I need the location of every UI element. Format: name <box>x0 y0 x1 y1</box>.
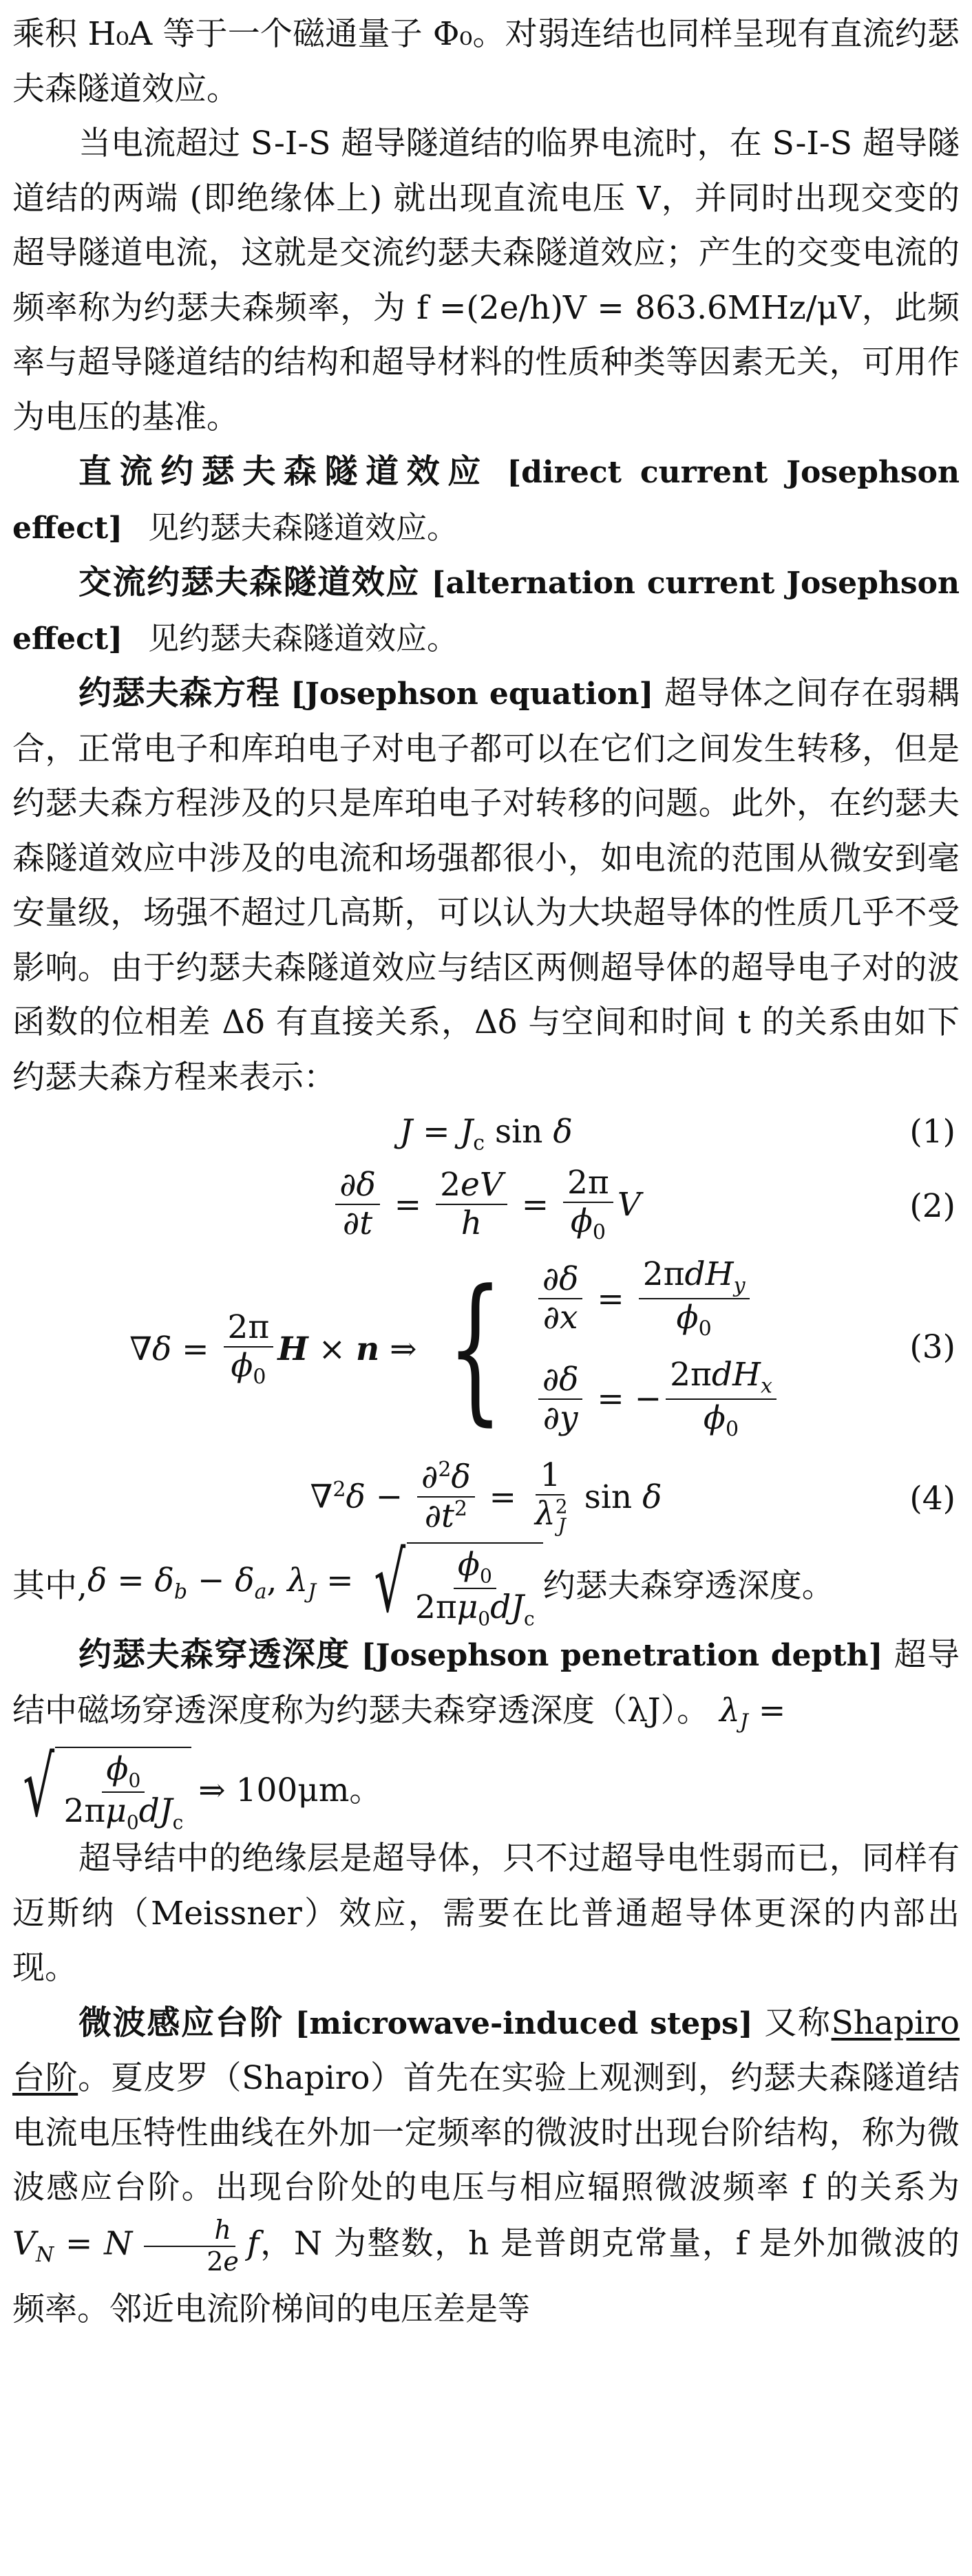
entry-microwave-steps: 微波感应台阶 [microwave-induced steps] 又称Shapiro 台阶。夏皮罗（Shapiro）首先在实验上观测到，约瑟夫森隧道结电流电压特性曲线在外加一定频率的微波时出现台阶结构，称为微波感应台阶。出现台阶处的电压与相应辐照微波频率 f 的关系为 $V_N = N$ $\frac{h}{2e}$ f，N 为整数，h 是普朗克常量，f 是外加微波的频率。邻近电流阶梯间的电压差是等 <box>12 2003 960 2329</box>
where-clause: 其中, $\delta = \delta_b - \delta_a$, $\lambda_J$ = √ $\frac{\phi_0}{2\pi\mu_0dJ_c}$ 约瑟夫森穿透深度。 <box>12 1535 834 1632</box>
paragraph-ac-effect: 当电流超过 S-I-S 超导隧道结的临界电流时，在 S-I-S 超导隧道结的两端 (即绝缘体上) 就出现直流电压 V，并同时出现交变的超导隧道电流，这就是交流约瑟夫森隧道效应；产生的交变电流的频率称为约瑟夫森频率，为 f =(2e/h)V = 863.6MHz/μV，此频率与超导隧道结的结构和超导材料的性质种类等因素无关，可用作为电压的基准。 <box>12 125 960 436</box>
entry-body-continued: ，N 为整数，h 是普朗克常量，f 是外加微波的频率。邻近电流阶梯间的电压差是等 <box>12 2224 960 2329</box>
penetration-formula: √ $\frac{\phi_0}{2\pi\mu_0dJ_c}$ ⇒ 100μm。 <box>23 1739 382 1835</box>
entry-see-ref: 见约瑟夫森隧道效应。 <box>148 619 458 657</box>
where-suffix: 约瑟夫森穿透深度。 <box>542 1567 834 1606</box>
equation-2: $\frac{\partial\delta}{\partial t}$ = $\frac{2eV}{h}$ = $\frac{2\pi}{\phi_0}$ V (2) <box>12 1160 960 1249</box>
entry-term: 直流约瑟夫森隧道效应 <box>78 452 489 491</box>
entry-ac-josephson <box>12 555 960 666</box>
paragraph-insulator: 超导结中的绝缘层是超导体，只不过超导电性弱而已，同样有迈斯纳（Meissner）效应，需要在比普通超导体更深的内部出现。 <box>12 1840 960 1988</box>
entry-term: 约瑟夫森方程 <box>78 674 280 712</box>
equation-number: (4) <box>909 1480 955 1518</box>
entry-term: 约瑟夫森穿透深度 <box>78 1635 350 1674</box>
entry-english: [Josephson equation] <box>290 677 654 712</box>
where-prefix: 其中, <box>12 1567 87 1606</box>
entry-term: 微波感应台阶 <box>78 2003 284 2042</box>
entry-english: [microwave-induced steps] <box>295 2005 753 2041</box>
entry-body: 超导体之间存在弱耦合，正常电子和库珀电子对电子都可以在它们之间发生转移，但是约瑟夫森方程涉及的只是库珀电子对转移的问题。此外，在约瑟夫森隧道效应中涉及的电流和场强都很小，如电流的范围从微安到毫安量级，场强不超过几高斯，可以认为大块超导体的性质几乎不受影响。由于约瑟夫森隧道效应与结区两侧超导体的超导电子对的波函数的位相差 Δδ 有直接关系，Δδ 与空间和时间 t 的关系由如下约瑟夫森方程来表示： <box>12 674 960 1096</box>
equation-4: ∇$^2$δ − $\frac{\partial^2\delta}{\partial t^2}$ = $\frac{1}{\lambda^2_J}$ sin δ (4) <box>310 1456 955 1537</box>
entry-english: [alternation current Josephson effect] <box>12 566 960 657</box>
entry-body: 超导结中磁场穿透深度称为约瑟夫森穿透深度（λJ）。 <box>12 1636 960 1729</box>
equation-number: (3) <box>909 1328 955 1366</box>
entry-body: 。夏皮罗（Shapiro）首先在实验上观测到，约瑟夫森隧道结电流电压特性曲线在外加一定频率的微波时出现台阶结构，称为微波感应台阶。出现台阶处的电压与相应辐照微波频率 f 的关系为 <box>12 2059 960 2207</box>
entry-lead: 又称 <box>764 2003 832 2042</box>
entry-term: 交流约瑟夫森隧道效应 <box>78 563 420 602</box>
penetration-result: ⇒ 100μm。 <box>198 1771 382 1809</box>
entry-josephson-equation <box>12 666 960 1105</box>
entry-see-ref: 见约瑟夫森隧道效应。 <box>148 509 458 546</box>
equation-1: $J = J_c$ sin δ (1) <box>12 1105 960 1160</box>
entry-english: [direct current Josephson effect] <box>12 455 960 546</box>
shapiro-steps-link[interactable]: Shapiro 台阶 <box>12 2003 960 2098</box>
entry-english: [Josephson penetration depth] <box>361 1638 883 1673</box>
equation-number: (2) <box>909 1187 955 1225</box>
entry-dc-josephson <box>12 445 960 555</box>
paragraph-flux-quantum: 乘积 H₀A 等于一个磁通量子 Φ₀。对弱连结也同样呈现有直流约瑟夫森隧道效应。 <box>12 15 960 108</box>
entry-penetration-depth: 约瑟夫森穿透深度 [Josephson penetration depth] 超导结中磁场穿透深度称为约瑟夫森穿透深度（λJ）。 $\lambda_J$ = <box>12 1635 960 1734</box>
equation-number: (1) <box>909 1113 955 1151</box>
equation-3: ∇δ = $\frac{2\pi}{\phi_0}$ H × n ⇒ { $\frac{\partial\delta}{\partial x}$ = $\frac{2\pi dH_y}{\phi_0}$ $\frac{\partial\delta}{\partial y}$ = − $\frac{2\pi dH_x}{\phi_0}$ (3) <box>129 1255 955 1442</box>
